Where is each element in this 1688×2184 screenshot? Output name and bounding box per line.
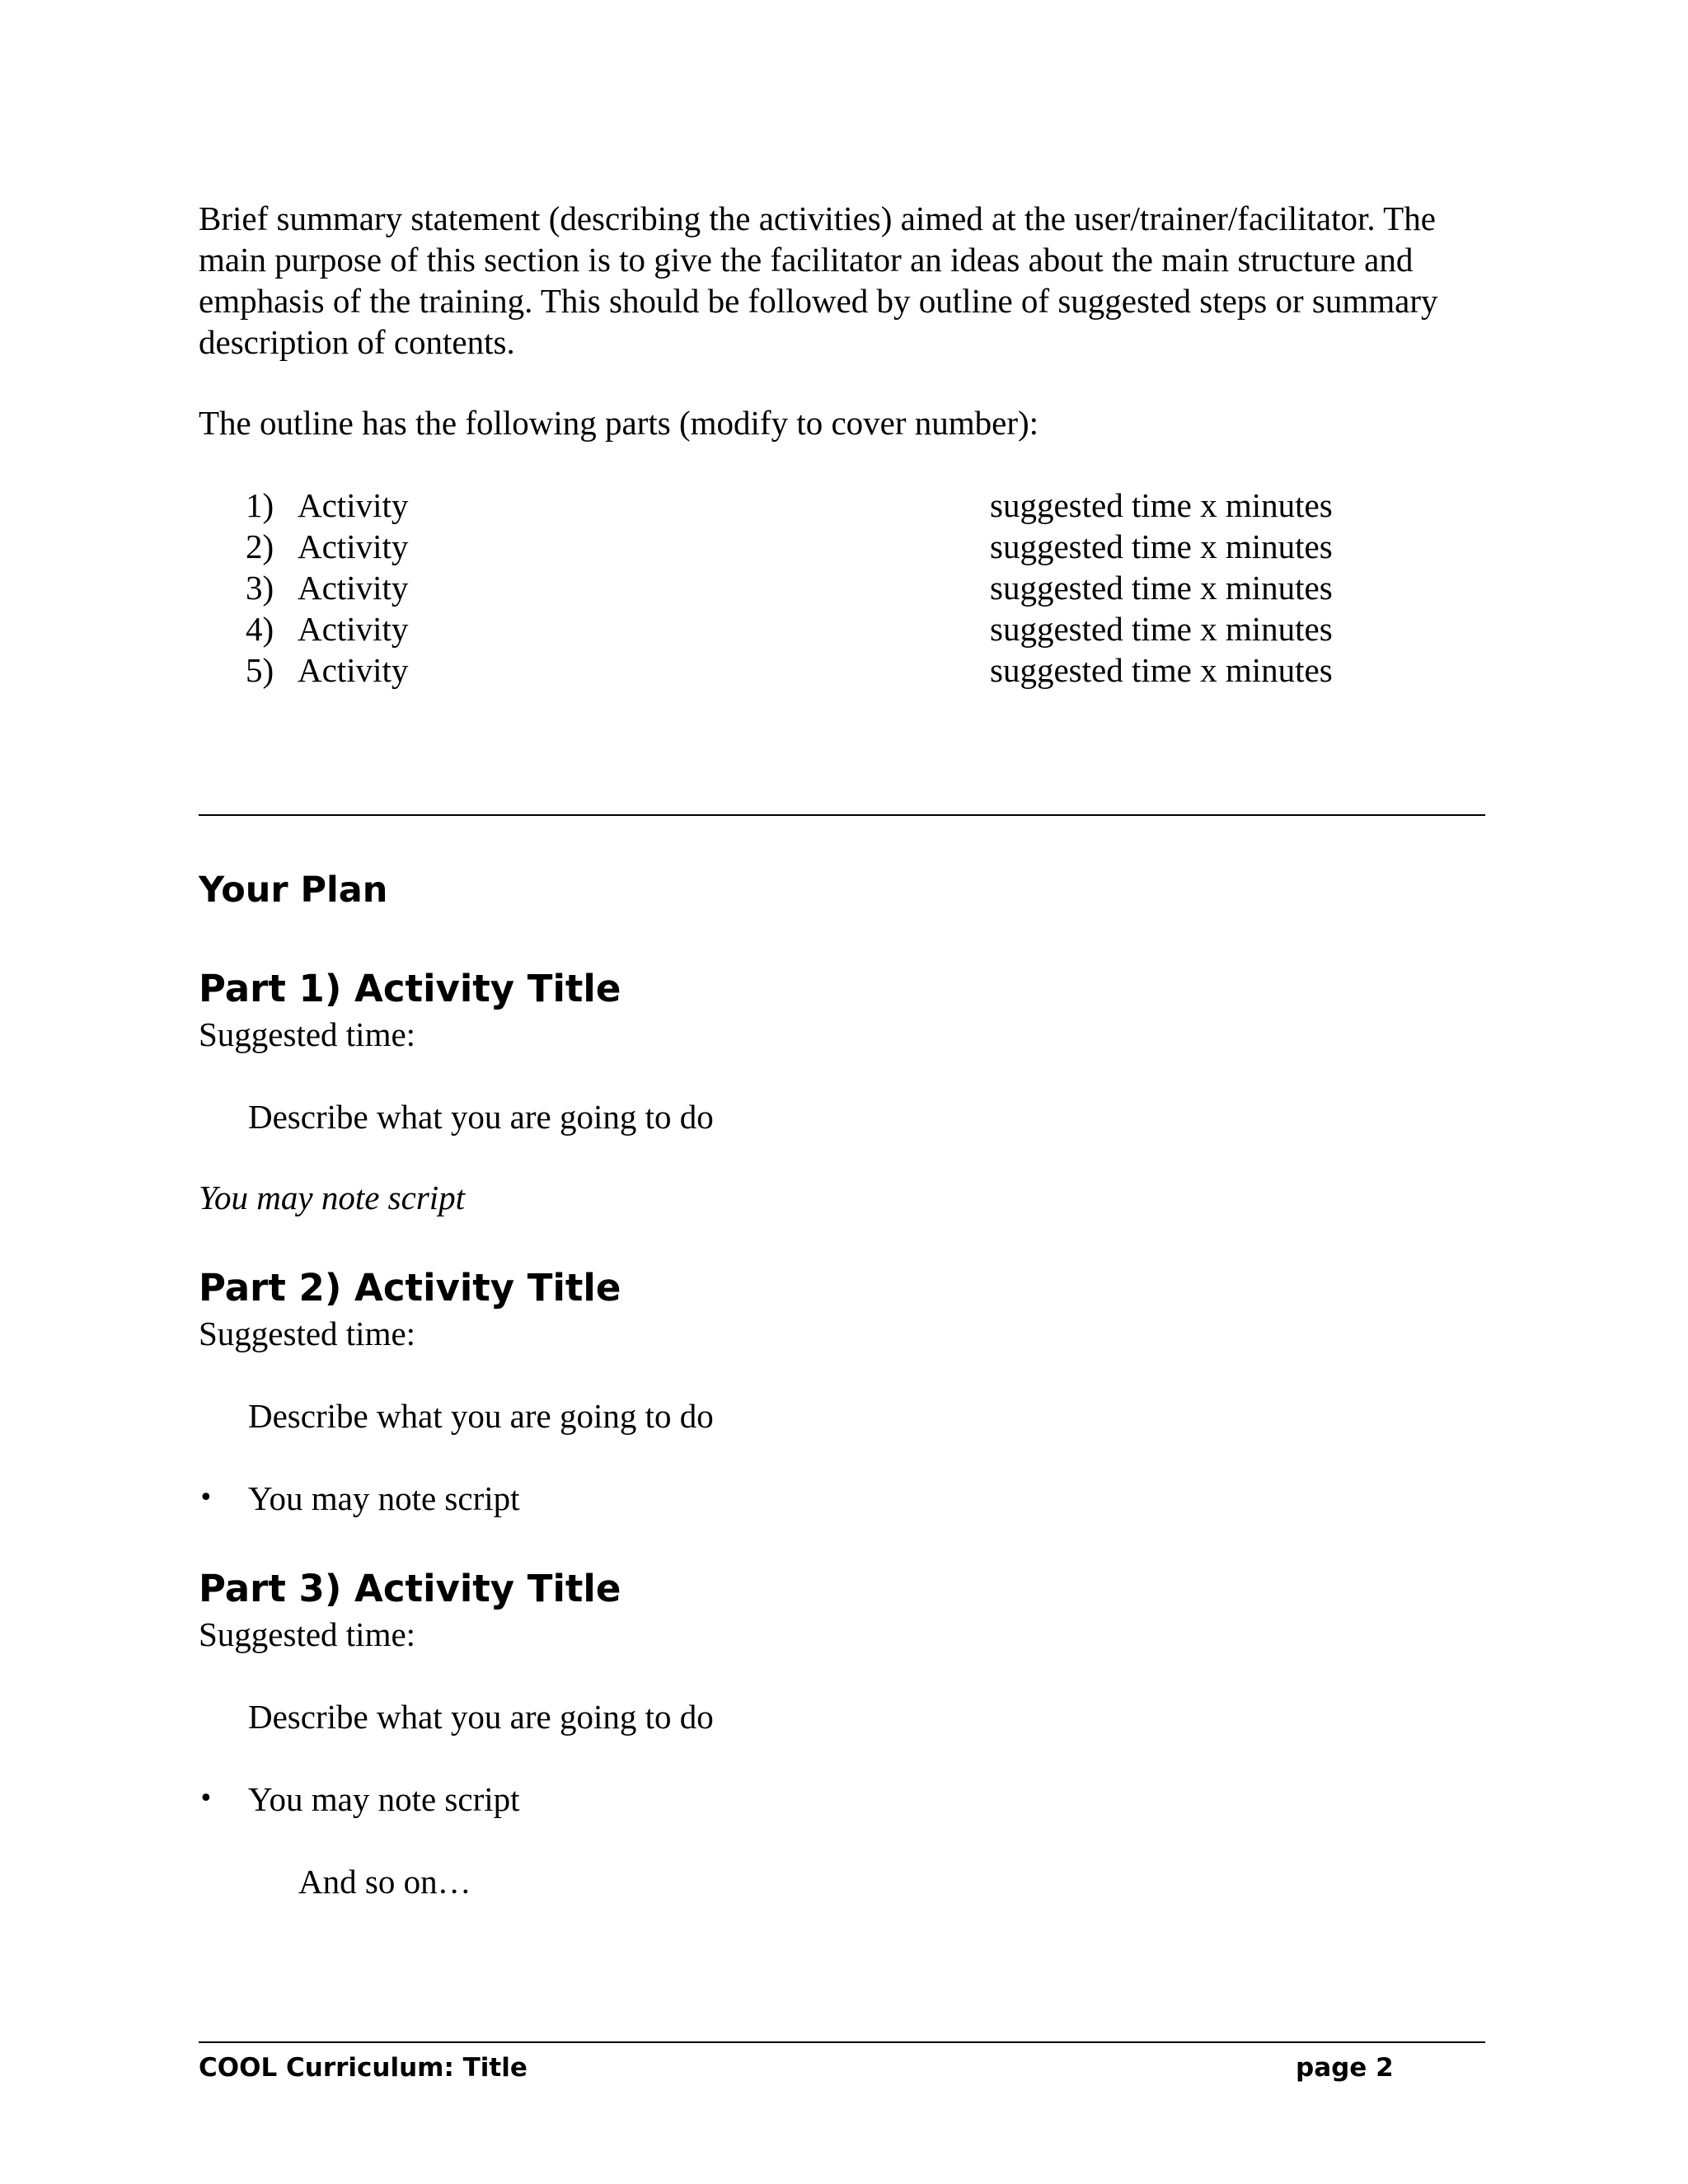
bullet-icon: • (199, 1784, 213, 1813)
part-2-suggested-time: Suggested time: (199, 1315, 416, 1352)
outline-item-number: 3) (246, 569, 274, 607)
part-3-title: Part 3) Activity Title (199, 1567, 621, 1610)
outline-item-time: suggested time x minutes (990, 610, 1333, 648)
part-1-description: Describe what you are going to do (248, 1098, 714, 1136)
part-1-title: Part 1) Activity Title (199, 967, 621, 1010)
footer-page-number: page 2 (1296, 2053, 1394, 2083)
summary-paragraph: Brief summary statement (describing the activities) aimed at the user/trainer/facilitator. The main purpose of this section is to give the facilitator an ideas about the main structure and emphasis of the training. This should be followed by outline of suggested steps or summary description of contents. (199, 199, 1438, 361)
outline-item-number: 4) (246, 610, 274, 648)
outline-item (199, 608, 1484, 649)
outline-item-activity: Activity (298, 610, 409, 648)
part-1-script-note: You may note script (199, 1179, 466, 1216)
outline-intro: The outline has the following parts (modify to cover number): (199, 404, 1039, 442)
script-note-text: You may note script (248, 1780, 520, 1818)
outline-item (199, 567, 1484, 608)
outline-item (199, 649, 1484, 691)
part-3-suggested-time: Suggested time: (199, 1615, 416, 1653)
outline-item-number: 5) (246, 651, 274, 689)
outline-list (199, 485, 1484, 691)
part-2-title: Part 2) Activity Title (199, 1266, 621, 1310)
part-1-suggested-time: Suggested time: (199, 1015, 416, 1053)
outline-item-number: 1) (246, 486, 274, 524)
outline-item-activity: Activity (298, 486, 409, 524)
outline-item-time: suggested time x minutes (990, 486, 1333, 524)
outline-item-time: suggested time x minutes (990, 651, 1333, 689)
part-3-description: Describe what you are going to do (248, 1698, 714, 1736)
outline-item-number: 2) (246, 527, 274, 565)
bullet-icon: • (199, 1483, 213, 1512)
outline-item-activity: Activity (298, 569, 409, 607)
footer-curriculum-title: COOL Curriculum: Title (199, 2053, 528, 2083)
outline-item-time: suggested time x minutes (990, 527, 1333, 565)
plan-heading: Your Plan (199, 869, 388, 911)
and-so-on-text: And so on… (298, 1863, 471, 1900)
footer-divider (199, 2041, 1485, 2043)
outline-item (199, 485, 1484, 526)
script-note-text: You may note script (248, 1479, 520, 1517)
outline-item-time: suggested time x minutes (990, 569, 1333, 607)
section-divider (199, 814, 1485, 816)
outline-item-activity: Activity (298, 527, 409, 565)
part-2-description: Describe what you are going to do (248, 1397, 714, 1435)
outline-item-activity: Activity (298, 651, 409, 689)
outline-item (199, 526, 1484, 567)
